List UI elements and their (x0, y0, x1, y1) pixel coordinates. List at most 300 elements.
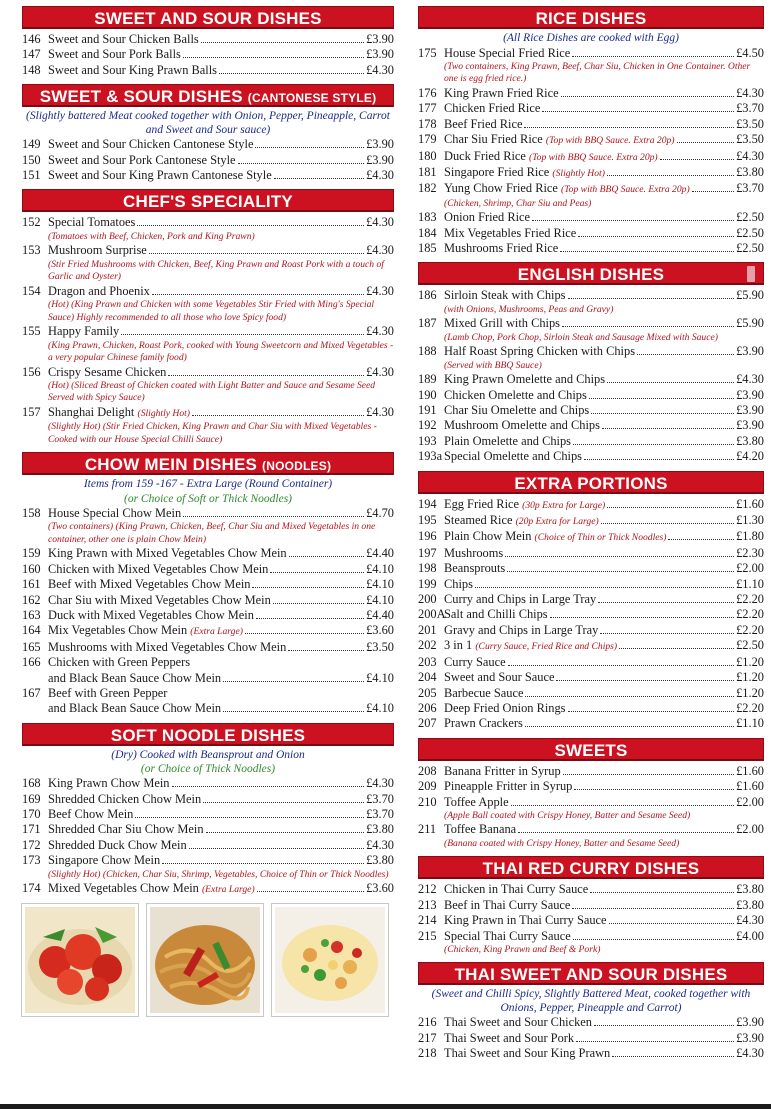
item-name (444, 913, 607, 928)
item-line (444, 686, 764, 701)
item-name (444, 1015, 592, 1030)
item-name-text: Pineapple Fritter in Syrup (444, 779, 573, 794)
section-title: THAI SWEET AND SOUR DISHES (454, 965, 728, 985)
item-price: £4.30 (366, 62, 394, 77)
item-name (48, 577, 250, 592)
item-name (444, 1046, 610, 1061)
item-price: £1.80 (736, 529, 764, 544)
item-inline-note: (Top with BBQ Sauce. Extra 20p) (529, 151, 658, 163)
item-name (444, 241, 558, 256)
dot-leader (152, 294, 364, 295)
item-line (444, 670, 764, 685)
item-name (48, 153, 236, 168)
item-body (444, 46, 764, 86)
item-number: 160 (22, 561, 41, 576)
menu-item (22, 640, 394, 655)
item-body (444, 181, 764, 210)
menu-item (418, 913, 764, 928)
item-body (444, 388, 764, 403)
item-name-text: Beef with Green Pepper (48, 685, 168, 700)
item-price: £3.80 (736, 882, 764, 897)
dot-leader (162, 863, 364, 864)
item-body (48, 32, 394, 47)
item-name-text: Toffee Banana (444, 822, 517, 837)
item-price: £4.40 (366, 546, 394, 561)
item-name (444, 226, 576, 241)
item-price: £4.20 (736, 449, 764, 464)
item-line (444, 388, 764, 403)
menu-item (22, 243, 394, 283)
section-chow-mein-dishes (22, 452, 394, 716)
dot-leader (677, 142, 735, 143)
menu-item (418, 403, 764, 418)
item-name (48, 63, 217, 78)
item-line (444, 149, 764, 165)
item-line (444, 623, 764, 638)
item-number: 162 (22, 592, 41, 607)
item-name-text: House Special Fried Rice (444, 45, 571, 60)
item-body (444, 117, 764, 132)
item-description: (Hot) (Sliced Breast of Chicken coated with Light Batter and Sauce and Sesame Seed Served with Spicy Sauce) (48, 379, 376, 404)
item-name-text: Gravy and Chips in Large Tray (444, 622, 599, 637)
item-name-text: Mushrooms Fried Rice (444, 241, 559, 256)
fried-rice-dish-photo (272, 904, 388, 1016)
item-price: £4.40 (366, 607, 394, 622)
item-number: 173 (22, 853, 41, 868)
item-name-text: Sweet and Sour Chicken Balls (48, 32, 199, 46)
item-line (444, 434, 764, 449)
item-number: 195 (418, 513, 437, 528)
item-line (444, 779, 764, 794)
menu-item (418, 546, 764, 561)
item-number: 167 (22, 685, 41, 700)
menu-item (418, 638, 764, 654)
item-line (48, 577, 394, 592)
item-line (48, 623, 394, 639)
item-name-text: Crispy Sesame Chicken (48, 364, 167, 379)
item-name (444, 210, 530, 225)
item-line (444, 1031, 764, 1046)
item-body (48, 153, 394, 168)
dot-leader (594, 1025, 734, 1026)
item-price: £2.50 (736, 638, 764, 653)
dot-leader (273, 603, 364, 604)
item-name (48, 405, 190, 421)
menu-item (22, 838, 394, 853)
item-price: £4.70 (366, 505, 394, 520)
item-name-text: Char Siu Omelette and Chips (444, 403, 590, 417)
item-price: £1.20 (736, 654, 764, 669)
item-line (444, 1046, 764, 1061)
item-price: £3.60 (366, 623, 394, 638)
item-name-text: Egg Fried Rice (444, 496, 520, 511)
item-name (48, 215, 135, 230)
item-number: 205 (418, 685, 437, 700)
dot-leader (223, 681, 364, 682)
item-line (444, 638, 764, 654)
item-body (48, 405, 394, 446)
item-name-text: and Black Bean Sauce Chow Mein (48, 670, 222, 685)
item-number: 172 (22, 837, 41, 852)
item-body (444, 882, 764, 897)
item-name (444, 1031, 574, 1046)
item-body (444, 497, 764, 513)
item-name (444, 388, 587, 403)
item-description: (Slightly Hot) (Stir Fried Chicken, King Prawn and Char Siu with Mixed Vegetables - Cooked with our House Special Chilli Sauce) (48, 421, 377, 445)
item-number: 194 (418, 496, 437, 511)
item-name (48, 546, 287, 561)
item-number: 161 (22, 577, 41, 592)
item-description: (with Onions, Mushrooms, Peas and Gravy) (444, 303, 614, 315)
item-price: £3.70 (736, 181, 764, 196)
item-line (444, 226, 764, 241)
item-name (444, 86, 559, 101)
item-name-text: Chicken with Green Peppers (48, 655, 191, 670)
item-body (444, 418, 764, 433)
dot-leader (590, 892, 734, 893)
item-inline-note: (20p Extra for Large) (515, 516, 599, 528)
item-price: £4.10 (366, 561, 394, 576)
item-price: £4.30 (366, 837, 394, 852)
item-price: £3.90 (736, 344, 764, 359)
menu-item (418, 655, 764, 670)
item-number: 215 (418, 928, 437, 943)
section-header (22, 84, 394, 107)
menu-item (418, 764, 764, 779)
section-intro: (Slightly battered Meat cooked together with Onion, Pepper, Pineapple, Carrot and Sweet and Sour sauce) (26, 110, 390, 136)
item-name (444, 607, 548, 622)
item-number: 180 (418, 148, 437, 163)
menu-item (418, 1015, 764, 1030)
item-price: £1.60 (736, 779, 764, 794)
item-number: 176 (418, 85, 437, 100)
item-body (444, 226, 764, 241)
item-name-text: Curry and Chips in Large Tray (444, 592, 597, 607)
item-name (444, 497, 605, 513)
item-name-text: Onion Fried Rice (444, 210, 531, 225)
item-number: 206 (418, 700, 437, 715)
item-name-text: Shredded Char Siu Chow Mein (48, 822, 204, 837)
menu-item (22, 324, 394, 364)
item-number: 188 (418, 344, 437, 359)
item-number: 190 (418, 387, 437, 402)
item-line (48, 593, 394, 608)
item-name (444, 929, 571, 944)
item-price: £4.30 (366, 243, 394, 258)
menu-item (418, 716, 764, 731)
item-name (48, 776, 170, 791)
item-line (444, 403, 764, 418)
item-name-text: King Prawn Omelette and Chips (444, 372, 606, 387)
item-number: 178 (418, 116, 437, 131)
item-body (444, 607, 764, 622)
item-number: 174 (22, 881, 41, 896)
item-line (444, 898, 764, 913)
item-body (444, 288, 764, 316)
section-title: SWEET & SOUR DISHES (39, 87, 243, 107)
item-body (444, 764, 764, 779)
item-number: 151 (22, 168, 41, 183)
dot-leader (137, 225, 364, 226)
item-line (444, 344, 764, 359)
item-line (48, 701, 394, 716)
bottom-edge-strip (0, 1104, 771, 1109)
item-body (48, 215, 394, 243)
menu-item (418, 898, 764, 913)
item-number: 193a (418, 449, 443, 464)
menu-item (22, 47, 394, 62)
section-rice-dishes (418, 6, 764, 256)
item-name (444, 764, 561, 779)
item-body (48, 546, 394, 561)
item-line (444, 316, 764, 331)
menu-item (22, 593, 394, 608)
item-number: 166 (22, 655, 41, 670)
menu-item (418, 623, 764, 638)
item-number: 183 (418, 210, 437, 225)
item-price: £3.70 (366, 807, 394, 822)
item-name-text: Happy Family (48, 324, 120, 339)
item-body (48, 608, 394, 623)
item-name (444, 592, 596, 607)
item-name (48, 671, 221, 686)
menu-item (418, 288, 764, 316)
item-name-text: Thai Sweet and Sour Pork (444, 1030, 575, 1045)
item-name-text: Mushroom Surprise (48, 243, 147, 258)
item-price: £2.20 (736, 607, 764, 622)
dot-leader (573, 444, 734, 445)
item-price: £2.50 (736, 225, 764, 240)
item-line (48, 822, 394, 837)
item-name-text: Special Omelette and Chips (444, 449, 582, 464)
item-body (48, 776, 394, 791)
item-line (444, 529, 764, 545)
item-price: £3.90 (366, 152, 394, 167)
item-description: (Served with BBQ Sauce) (444, 359, 542, 371)
section-intro: (Dry) Cooked with Beansprout and Onion (111, 748, 305, 761)
section-title: CHOW MEIN DISHES (84, 455, 258, 475)
item-name (48, 881, 255, 897)
item-line (48, 881, 394, 897)
item-price: £3.90 (736, 1015, 764, 1030)
item-price: £4.30 (736, 1046, 764, 1061)
item-name (48, 792, 201, 807)
dot-leader (578, 236, 734, 237)
item-number: 181 (418, 164, 437, 179)
item-description: (Apple Ball coated with Crispy Honey, Batter and Sesame Seed) (444, 809, 691, 821)
item-name (444, 898, 570, 913)
item-price: £4.30 (736, 913, 764, 928)
item-name-text: Barbecue Sauce (444, 685, 524, 700)
item-line (48, 671, 394, 686)
item-line (48, 640, 394, 655)
item-name-text: House Special Chow Mein (48, 505, 182, 520)
menu-item (418, 592, 764, 607)
item-price: £4.30 (366, 283, 394, 298)
item-name-text: Sweet and Sour Chicken Cantonese Style (48, 137, 254, 152)
item-name-text: Beansprouts (444, 561, 506, 576)
item-body (444, 638, 764, 654)
item-body (444, 929, 764, 957)
item-number: 185 (418, 241, 437, 256)
item-name-text: Duck Fried Rice (444, 148, 526, 163)
menu-item (418, 165, 764, 181)
item-price: £3.80 (736, 897, 764, 912)
menu-item (22, 792, 394, 807)
item-line (444, 132, 764, 148)
dot-leader (121, 334, 364, 335)
section-header (418, 6, 764, 29)
menu-item (22, 284, 394, 324)
menu-item (22, 822, 394, 837)
item-line (444, 241, 764, 256)
item-price: £2.50 (736, 241, 764, 256)
item-line (444, 513, 764, 529)
dot-leader (201, 42, 364, 43)
dot-leader (607, 175, 734, 176)
item-body (444, 1031, 764, 1046)
menu-item (418, 1031, 764, 1046)
item-name-text: Beef with Mixed Vegetables Chow Mein (48, 577, 251, 592)
dot-leader (149, 253, 364, 254)
dot-leader (172, 786, 365, 787)
section-title-sub: (NOODLES) (262, 459, 332, 474)
item-name (48, 686, 167, 701)
item-body (48, 623, 394, 639)
menu-item (22, 63, 394, 78)
dot-leader (189, 848, 364, 849)
item-name (48, 623, 243, 639)
item-body (48, 137, 394, 152)
item-number: 153 (22, 243, 41, 258)
item-number: 159 (22, 546, 41, 561)
dot-leader (591, 413, 734, 414)
item-number: 158 (22, 505, 41, 520)
item-name (444, 101, 540, 116)
item-line (48, 776, 394, 791)
item-price: £3.90 (736, 403, 764, 417)
item-price: £5.90 (736, 288, 764, 303)
dot-leader (589, 398, 734, 399)
item-number: 217 (418, 1030, 437, 1045)
item-line (48, 838, 394, 853)
menu-item (22, 577, 394, 592)
item-name (48, 365, 166, 380)
dot-leader (573, 939, 734, 940)
item-line (444, 181, 764, 197)
menu-item (418, 607, 764, 622)
item-number: 196 (418, 529, 437, 544)
item-number: 214 (418, 913, 437, 928)
item-body (444, 686, 764, 701)
item-inline-note: (Choice of Thin or Thick Noodles) (534, 532, 667, 544)
item-name-text: Special Tomatoes (48, 215, 136, 230)
item-line (48, 792, 394, 807)
item-body (444, 403, 764, 418)
dot-leader (532, 220, 734, 221)
dot-leader (561, 96, 735, 97)
item-body (444, 513, 764, 529)
item-body (48, 168, 394, 183)
item-price: £1.60 (736, 496, 764, 511)
item-price: £2.00 (736, 561, 764, 576)
item-line (444, 46, 764, 61)
dot-leader (607, 382, 734, 383)
menu-item (418, 929, 764, 957)
section-header (418, 471, 764, 494)
menu-item (418, 497, 764, 513)
item-line (48, 153, 394, 168)
item-number: 164 (22, 623, 41, 638)
item-name-text: 3 in 1 (444, 638, 473, 653)
item-number: 202 (418, 638, 437, 653)
item-body (444, 716, 764, 731)
item-name-text: Duck with Mixed Vegetables Chow Mein (48, 607, 254, 622)
item-body (444, 86, 764, 101)
section-header (418, 262, 764, 285)
item-name (444, 822, 516, 837)
section-header (22, 6, 394, 29)
item-body (444, 577, 764, 592)
dot-leader (619, 648, 734, 649)
item-line (444, 764, 764, 779)
item-line (48, 546, 394, 561)
dot-leader (601, 523, 734, 524)
item-line (444, 1015, 764, 1030)
item-price: £3.70 (736, 101, 764, 116)
item-body (444, 165, 764, 181)
item-name-text: Singapore Fried Rice (444, 164, 550, 179)
item-price: £4.30 (736, 148, 764, 163)
item-number: 154 (22, 283, 41, 298)
item-name-text: Beef Fried Rice (444, 116, 523, 131)
item-name (444, 403, 589, 418)
menu-item (418, 372, 764, 387)
item-name-text: Sweet and Sour Pork Cantonese Style (48, 152, 236, 167)
item-price: £3.90 (366, 137, 394, 152)
item-price: £3.60 (366, 881, 394, 896)
item-name-text: Chicken in Thai Curry Sauce (444, 882, 589, 897)
item-price: £1.60 (736, 763, 764, 778)
menu-item (418, 344, 764, 372)
item-name (444, 529, 666, 545)
menu-item (22, 881, 394, 897)
item-line (444, 716, 764, 731)
item-line (48, 137, 394, 152)
dot-leader (550, 617, 735, 618)
item-inline-note: (Slightly Hot) (552, 167, 605, 179)
menu-item (22, 32, 394, 47)
item-inline-note: (Curry Sauce, Fried Rice and Chips) (475, 641, 618, 653)
item-name-text: Chicken Omelette and Chips (444, 387, 587, 402)
item-number: 216 (418, 1015, 437, 1030)
item-name (444, 716, 523, 731)
item-body (444, 1015, 764, 1030)
item-name-text: King Prawn with Mixed Vegetables Chow Mein (48, 546, 287, 561)
item-name (48, 608, 254, 623)
item-line (444, 165, 764, 181)
item-number: 150 (22, 152, 41, 167)
item-name (48, 506, 181, 521)
item-name (48, 47, 181, 62)
item-number: 189 (418, 372, 437, 387)
dot-leader (288, 650, 364, 651)
item-name (48, 853, 160, 868)
item-name-text: Mushrooms with Mixed Vegetables Chow Mein (48, 639, 287, 654)
item-name-text: Shanghai Delight (48, 404, 135, 419)
item-name (444, 288, 566, 303)
item-price: £3.80 (366, 822, 394, 837)
